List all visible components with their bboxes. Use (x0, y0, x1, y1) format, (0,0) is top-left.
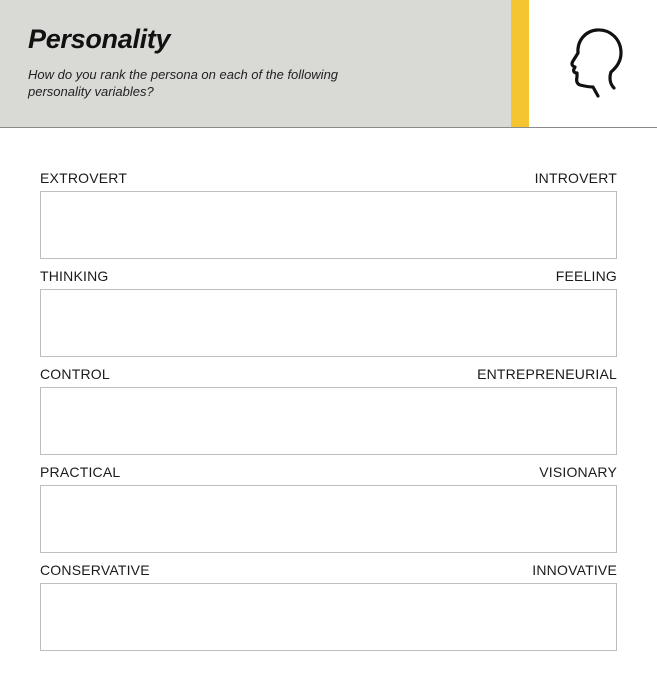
answer-box[interactable] (40, 583, 617, 651)
scale-right-label: INTROVERT (534, 170, 617, 186)
scale-labels (40, 170, 617, 191)
scale-control-entrepreneurial (40, 366, 617, 464)
scale-conservative-innovative (40, 562, 617, 660)
scale-left-label: CONTROL (40, 366, 110, 382)
scale-left-label: EXTROVERT (40, 170, 128, 186)
page-title: Personality (28, 24, 171, 54)
answer-box[interactable] (40, 191, 617, 259)
head-profile-icon (560, 26, 626, 100)
scale-labels (40, 366, 617, 387)
scale-extrovert-introvert (40, 170, 617, 268)
header (0, 0, 657, 128)
scale-right-label: ENTREPRENEURIAL (477, 366, 617, 382)
scale-right-label: FEELING (555, 268, 617, 284)
scale-practical-visionary (40, 464, 617, 562)
answer-box[interactable] (40, 289, 617, 357)
personality-scales (40, 170, 617, 660)
scale-right-label: INNOVATIVE (532, 562, 617, 578)
answer-box[interactable] (40, 387, 617, 455)
header-panel (0, 0, 511, 128)
accent-bar (511, 0, 529, 128)
header-divider (0, 127, 657, 128)
scale-labels (40, 464, 617, 485)
scale-labels (40, 268, 617, 289)
scale-left-label: CONSERVATIVE (40, 562, 150, 578)
scale-labels (40, 562, 617, 583)
scale-left-label: THINKING (40, 268, 109, 284)
scale-right-label: VISIONARY (539, 464, 617, 480)
scale-left-label: PRACTICAL (40, 464, 121, 480)
page-subtitle: How do you rank the persona on each of the following personality variables? (28, 67, 339, 99)
answer-box[interactable] (40, 485, 617, 553)
scale-thinking-feeling (40, 268, 617, 366)
